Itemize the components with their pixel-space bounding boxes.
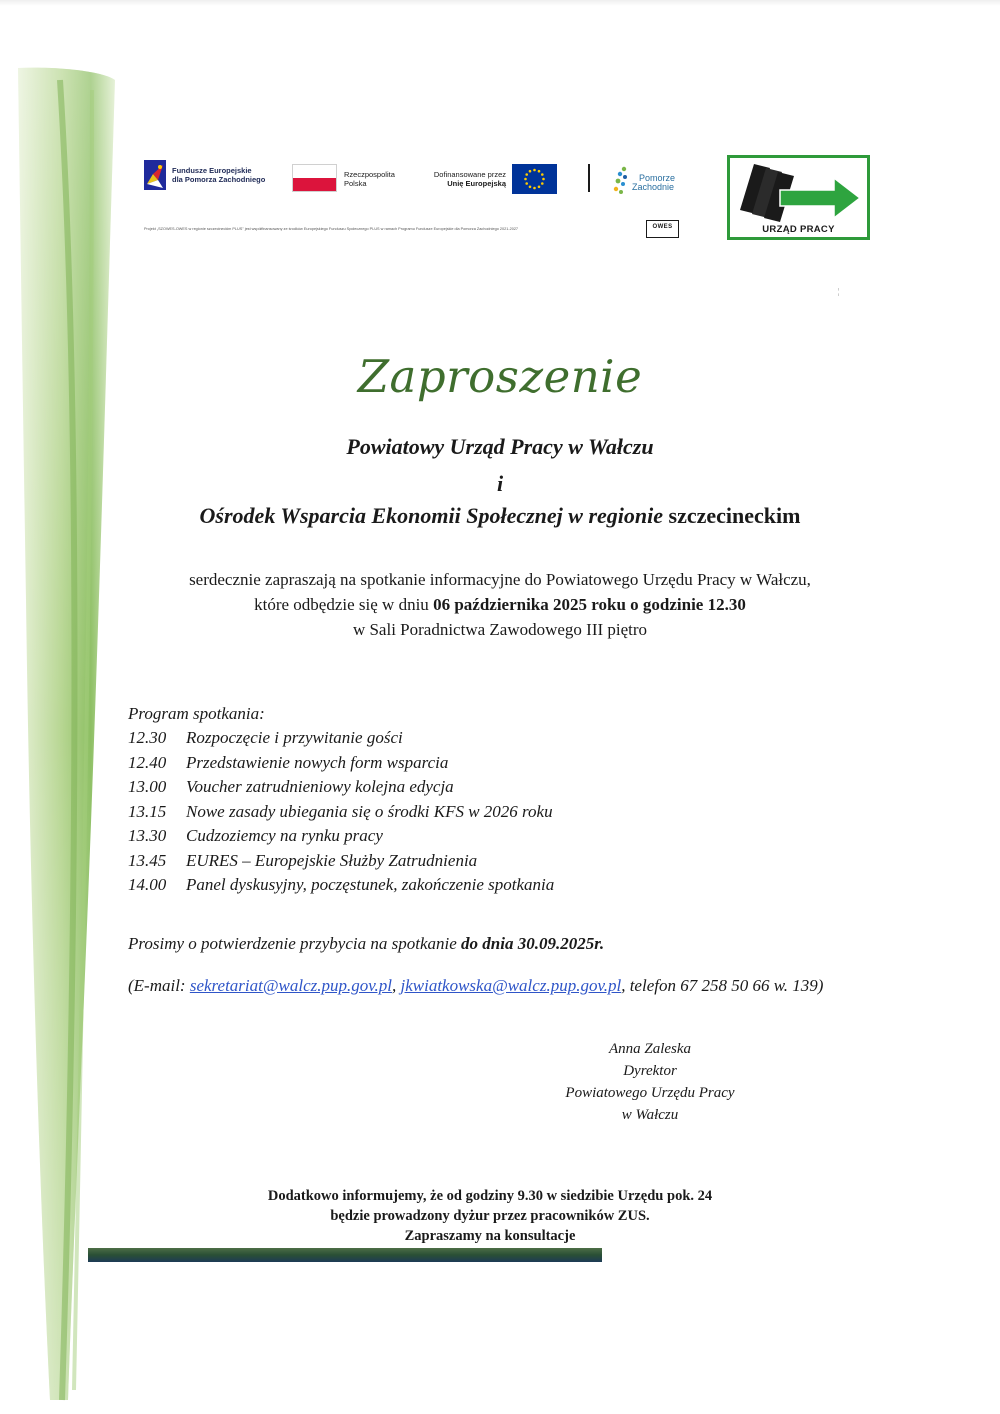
program-time: 12.40 [128, 752, 167, 772]
contact-phone: , telefon 67 258 50 66 w. 139) [621, 976, 824, 995]
signature-org: Powiatowego Urzędu Pracy [565, 1085, 735, 1101]
scan-speck: ¦ [838, 287, 840, 296]
signature-name: Anna Zaleska [608, 1041, 692, 1057]
project-funding-note: Projekt „SZOWES-OWES w regionie szczecineckim PLUS" jest współfinansowany ze środków Europejskiego Funduszu Społecznego PLUS w ramach Programu Fundusze Europejskie dla Pomorza Zachodniego 2021-2027 [144, 227, 519, 231]
program-time: 12.30 [128, 728, 167, 747]
invitation-line-3: w Sali Poradnictwa Zawodowego III piętro [352, 620, 648, 639]
rp-line2: Polska [344, 179, 367, 188]
footer-line-1: Dodatkowo informujemy, że od godziny 9.30 w siedzibie Urzędu pok. 24 [267, 1188, 713, 1204]
fe-line1: Fundusze Europejskie [172, 166, 252, 175]
contact-separator: , [391, 976, 397, 995]
funding-logos [130, 150, 702, 210]
program-time: 13.15 [128, 801, 167, 821]
pomorze-zachodnie-icon [612, 164, 632, 198]
program-row [128, 775, 888, 800]
fundusze-europejskie-logo [144, 160, 274, 194]
footer-line-2: będzie prowadzony dyżur przez pracowników ZUS. [330, 1208, 650, 1224]
program-item: Nowe zasady ubiegania się o środki KFS w 2026 roku [186, 801, 553, 821]
rsvp-text: Prosimy o potwierdzenie przybycia na spotkanie [128, 934, 457, 953]
rsvp-deadline: do dnia 30.09.2025r. [461, 934, 605, 953]
program-header: Program spotkania: [128, 704, 265, 723]
invitation-line-1: serdecznie zapraszają na spotkanie informacyjne do Powiatowego Urzędu Pracy w Wałczu, [189, 570, 811, 589]
invitation-line-2 [100, 592, 900, 617]
organizer-1: Powiatowy Urząd Pracy w Wałczu [346, 434, 654, 459]
pz-logo-text [632, 174, 675, 192]
email-link-sekretariat[interactable]: sekretariat@walcz.pup.gov.pl [189, 976, 392, 995]
program-row [128, 800, 888, 825]
program-time: 14.00 [128, 875, 167, 894]
footer-note [200, 1186, 780, 1246]
polish-flag-icon [292, 164, 337, 192]
ue-line1: Dofinansowane przez [433, 170, 506, 179]
program-item: Voucher zatrudnieniowy kolejna edycja [186, 777, 454, 796]
meeting-program [128, 702, 888, 898]
rp-line1: Rzeczpospolita [344, 170, 395, 179]
footer-line-3: Zapraszamy na konsultacje [404, 1228, 576, 1244]
eu-cofinanced-text [420, 170, 506, 188]
organizer-conjunction: i [496, 471, 504, 496]
pz-line2: Zachodnie [632, 182, 675, 192]
rsvp-request [128, 934, 888, 954]
program-row [128, 824, 888, 849]
program-item: Przedstawienie nowych form wsparcia [186, 752, 449, 772]
rzeczpospolita-logo-text [344, 170, 395, 188]
email-link-jkwiatkowska[interactable]: jkwiatkowska@walcz.pup.gov.pl [400, 976, 622, 995]
fe-flag-icon [144, 160, 166, 190]
organizer-2 [100, 503, 900, 529]
pomorze-zachodnie-logo [612, 160, 692, 200]
program-row [128, 726, 888, 751]
signature-city: w Wałczu [621, 1107, 679, 1123]
program-item: EURES – Europejskie Służby Zatrudnienia [186, 850, 478, 870]
scan-top-edge [0, 0, 1000, 6]
urzad-pracy-label: URZĄD PRACY [762, 224, 835, 235]
program-row [128, 751, 888, 776]
program-time: 13.30 [128, 826, 167, 845]
program-item: Cudzoziemcy na rynku pracy [186, 826, 383, 845]
program-time: 13.45 [128, 850, 167, 870]
invitation-line-2-prefix: które odbędzie się w dniu [254, 595, 429, 614]
program-row [128, 873, 888, 898]
invitation-date-time: 06 października 2025 roku o godzinie 12.30 [433, 595, 746, 614]
program-row [128, 849, 888, 874]
organizer-2-tail: szczecineckim [668, 503, 801, 528]
program-item: Panel dyskusyjny, poczęstunek, zakończenie spotkania [186, 875, 555, 894]
page-title: Zaproszenie [357, 350, 643, 403]
invitation-text [100, 567, 900, 642]
funding-logo-strip [130, 150, 702, 255]
logo-separator [588, 164, 590, 192]
fe-logo-text [172, 166, 265, 184]
ue-line2: Unię Europejską [447, 179, 506, 188]
signature-block [520, 1038, 780, 1126]
organizer-2-main: Ośrodek Wsparcia Ekonomii Społecznej w regionie [199, 503, 664, 528]
program-item: Rozpoczęcie i przywitanie gości [186, 728, 403, 747]
footer-decorative-bar [88, 1248, 602, 1262]
pz-line1: Pomorze [639, 173, 676, 183]
signature-role: Dyrektor [623, 1063, 677, 1079]
urzad-pracy-logo [727, 155, 870, 240]
green-swoosh-decoration [0, 0, 140, 1414]
owes-badge: OWES [646, 220, 679, 238]
fe-line2: dla Pomorza Zachodniego [172, 175, 266, 184]
contact-prefix: (E-mail: [128, 976, 186, 995]
eu-flag-icon [512, 164, 557, 194]
program-time: 13.00 [128, 777, 167, 796]
contact-line [128, 976, 888, 996]
